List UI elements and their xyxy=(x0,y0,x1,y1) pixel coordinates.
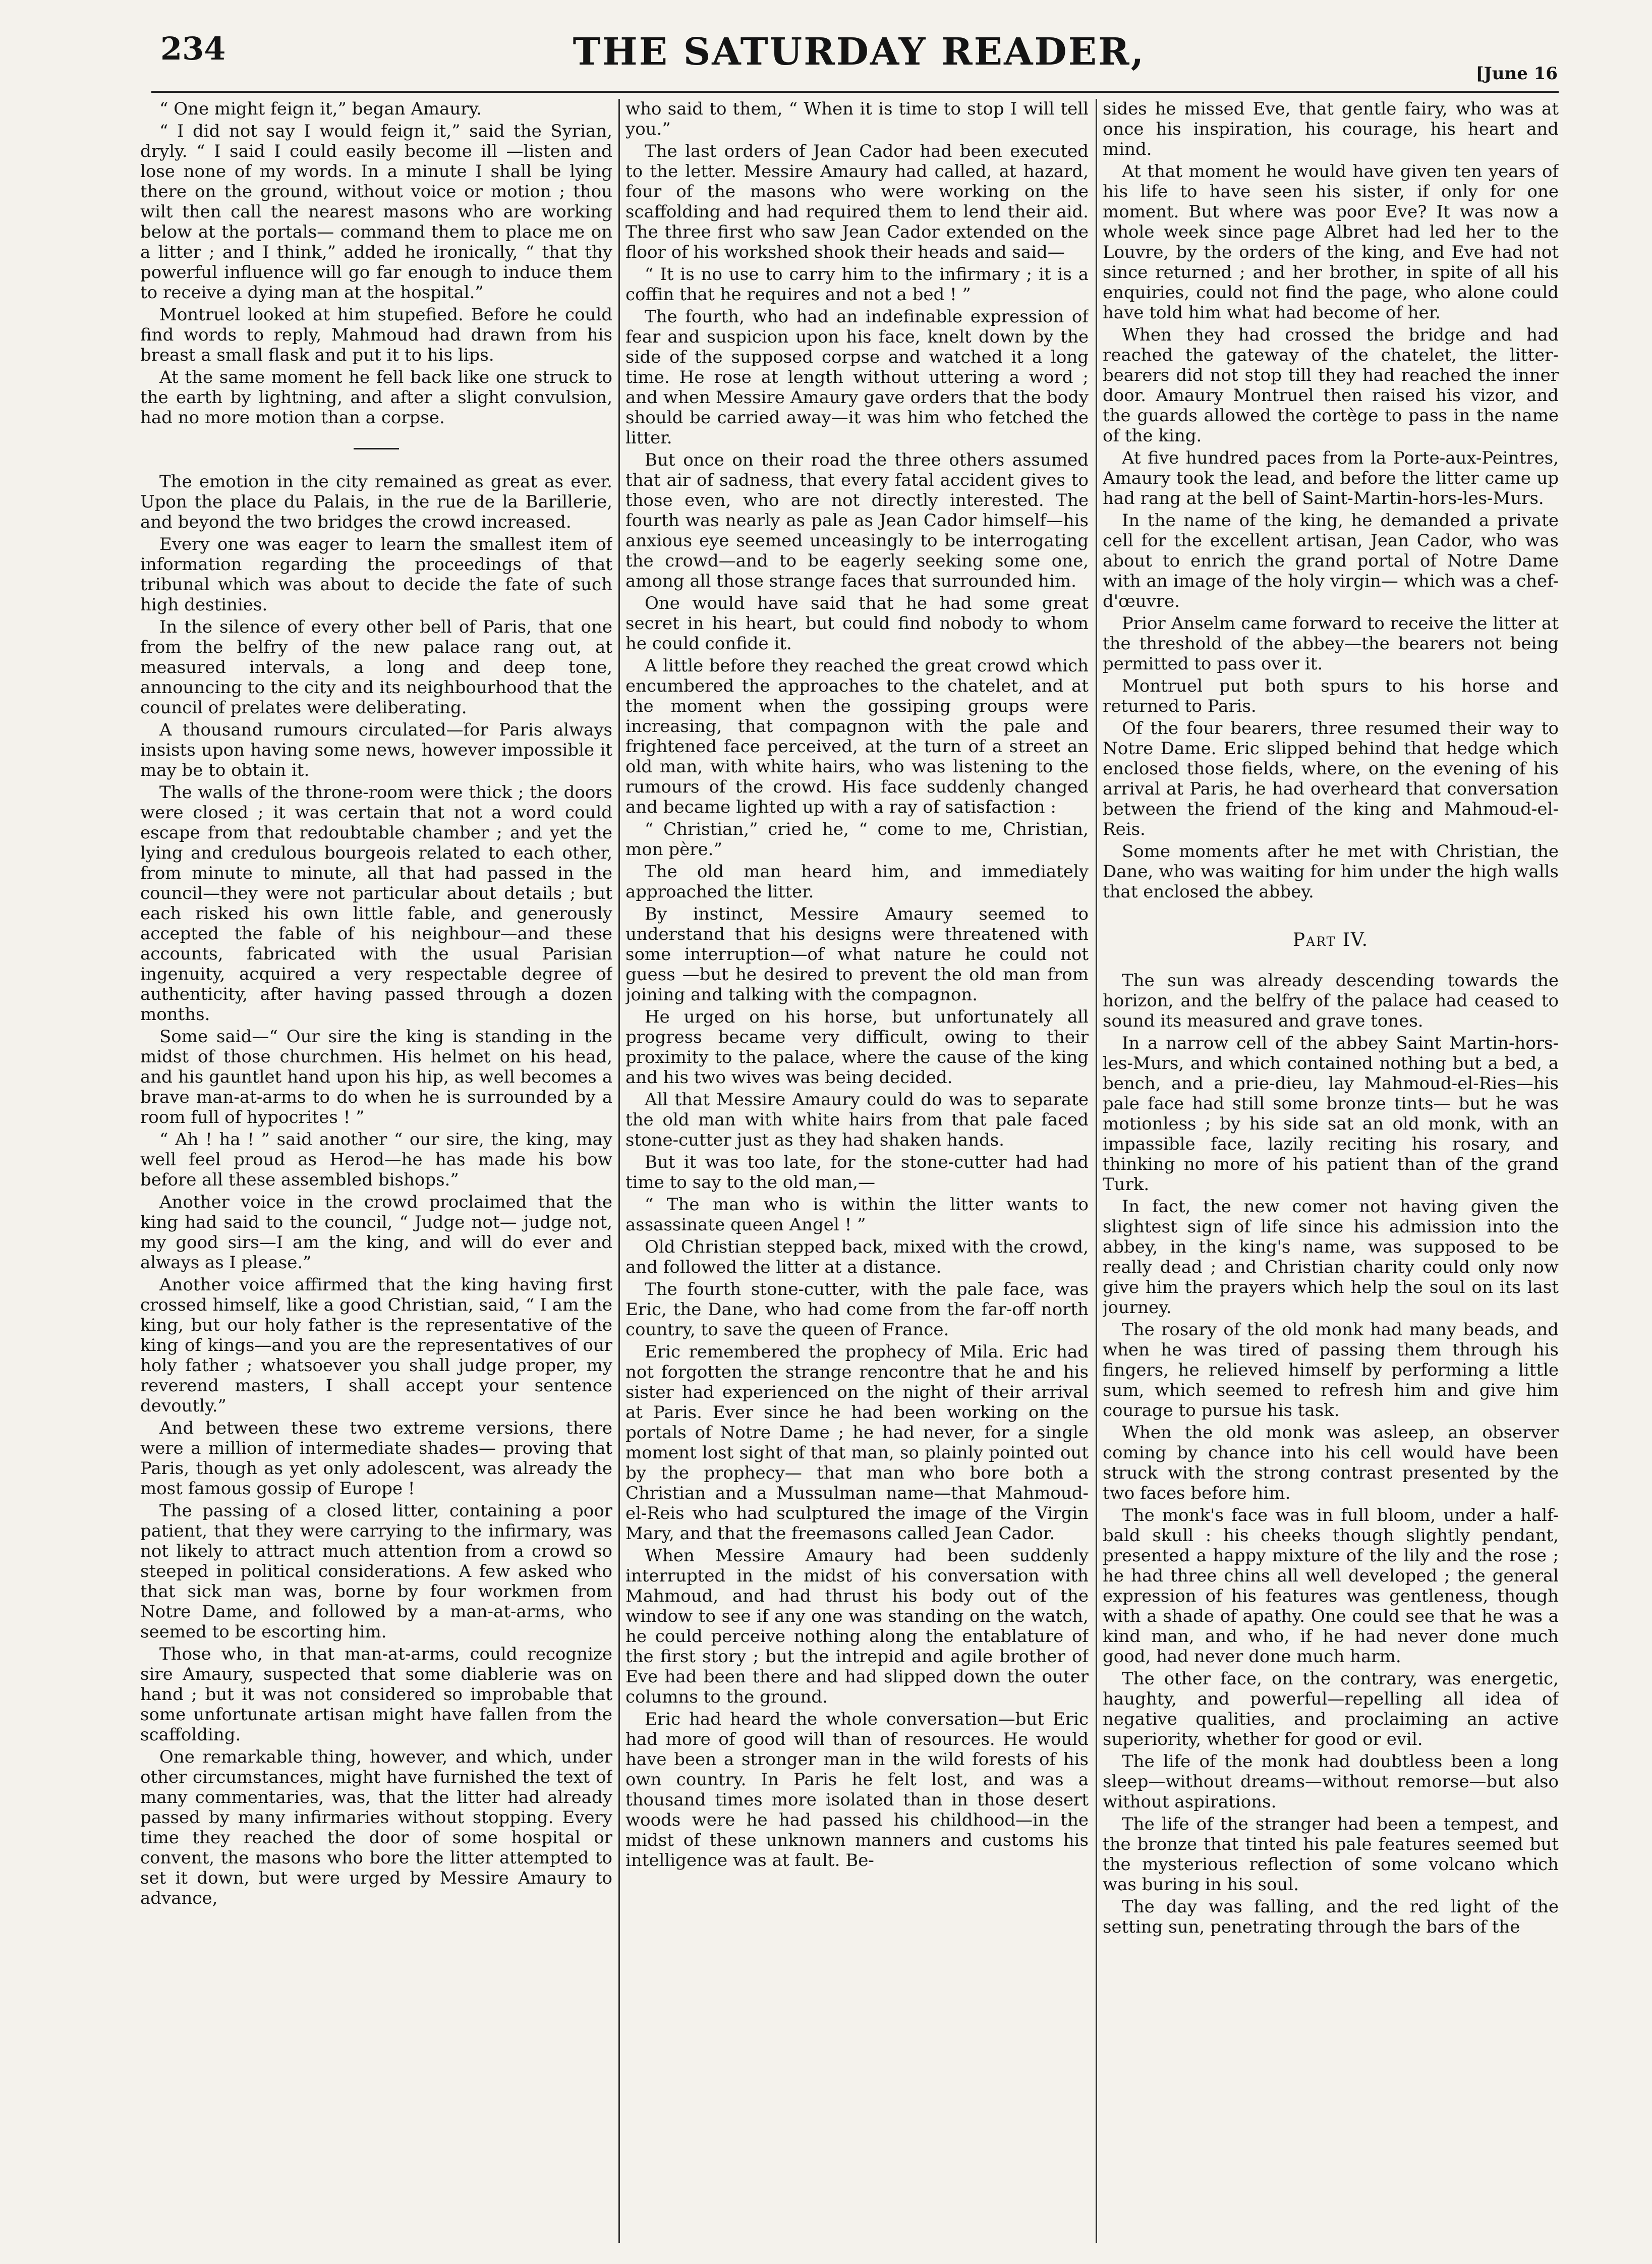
paragraph: When the old monk was asleep, an observer coming by chance into his cell would have been struck with the strong contrast presented by the two faces before him. xyxy=(1103,1423,1559,1503)
column-1 xyxy=(140,99,612,2243)
paragraph: A little before they reached the great crowd which encumbered the approaches to the chatelet, and at the moment when the gossiping groups were increasing, that compagnon with the pale and frightened face perceived, at the turn of a street an old man, with white hairs, who was listening to the rumours of the crowd. His face suddenly changed and became lighted up with a ray of satisfaction : xyxy=(625,656,1089,817)
paragraph: In fact, the new comer not having given the slightest sign of life since his admission into the abbey, in the king's name, was supposed to be really dead ; and Christian charity could only now give him the prayers which help the soul on its last journey. xyxy=(1103,1197,1559,1318)
paragraph: Another voice affirmed that the king having first crossed himself, like a good Christian, said, “ I am the king, but our holy father is the representative of the king of kings—and you are the representatives of our holy father ; whatsoever you shall judge proper, my reverend masters, I shall accept your sentence devoutly.” xyxy=(140,1275,612,1416)
paragraph: The last orders of Jean Cador had been executed to the letter. Messire Amaury had called, at hazard, four of the masons who were working on the scaffolding and had required them to lend their aid. The three first who saw Jean Cador extended on the floor of his workshed shook their heads and said— xyxy=(625,141,1089,262)
paragraph: Old Christian stepped back, mixed with the crowd, and followed the litter at a distance. xyxy=(625,1237,1089,1277)
paragraph: who said to them, “ When it is time to stop I will tell you.” xyxy=(625,99,1089,139)
paragraph: In the silence of every other bell of Paris, that one from the belfry of the new palace rang out, at measured intervals, a long and deep tone, announcing to the city and its neighbourhood that the council of prelates were deliberating. xyxy=(140,617,612,718)
paragraph: “ Christian,” cried he, “ come to me, Christian, mon père.” xyxy=(625,819,1089,860)
paragraph: Montruel looked at him stupefied. Before he could find words to reply, Mahmoud had drawn from his breast a small flask and put it to his lips. xyxy=(140,305,612,365)
paragraph: And between these two extreme versions, there were a million of intermediate shades— proving that Paris, though as yet only adolescent, was already the most famous gossip of Europe ! xyxy=(140,1418,612,1499)
paragraph: Eric remembered the prophecy of Mila. Eric had not forgotten the strange rencontre that he and his sister had experienced on the night of their arrival at Paris. Ever since he had been working on the portals of Notre Dame ; he had never, for a single moment lost sight of that man, so plainly pointed out by the prophecy— that man who bore both a Christian and a Mussulman name—that Mahmoud-el-Reis who had sculptured the image of the Virgin Mary, and that the freemasons called Jean Cador. xyxy=(625,1342,1089,1544)
paragraph: Montruel put both spurs to his horse and returned to Paris. xyxy=(1103,676,1559,716)
column-2 xyxy=(625,99,1089,2243)
paragraph: Those who, in that man-at-arms, could recognize sire Amaury, suspected that some diablerie was on hand ; but it was not considered so improbable that some unfortunate artisan might have fallen from the scaffolding. xyxy=(140,1644,612,1745)
paragraph: One would have said that he had some great secret in his heart, but could find nobody to whom he could confide it. xyxy=(625,593,1089,654)
paragraph: The walls of the throne-room were thick ; the doors were closed ; it was certain that not a word could escape from that redoubtable chamber ; and yet the lying and credulous bourgeois related to each other, from minute to minute, all that had passed in the council—they were not particular about details ; but each risked his own little fable, and generously accepted the fable of his neighbour—and these accounts, fabricated with the usual Parisian ingenuity, acquired a very respectable degree of authenticity, after having passed through a dozen months. xyxy=(140,782,612,1025)
column-3 xyxy=(1103,99,1559,2243)
paragraph: He urged on his horse, but unfortunately all progress became very difficult, owing to their proximity to the palace, where the cause of the king and his two wives was being decided. xyxy=(625,1007,1089,1088)
paragraph: When they had crossed the bridge and had reached the gateway of the chatelet, the litter-bearers did not stop till they had reached the inner door. Amaury Montruel then raised his vizor, and the guards allowed the cortège to pass in the name of the king. xyxy=(1103,325,1559,446)
paragraph: The other face, on the contrary, was energetic, haughty, and powerful—repelling all idea of negative qualities, and proclaiming an active superiority, whether for good or evil. xyxy=(1103,1669,1559,1749)
paragraph: “ One might feign it,” began Amaury. xyxy=(159,99,482,119)
paragraph: By instinct, Messire Amaury seemed to understand that his designs were threatened with some interruption—of what nature he could not guess —but he desired to prevent the old man from joining and talking with the compagnon. xyxy=(625,904,1089,1005)
paragraph: When Messire Amaury had been suddenly interrupted in the midst of his conversation with Mahmoud, and had thrust his body out of the window to see if any one was standing on the watch, he could perceive nothing along the entablature of the first story ; but the intrepid and agile brother of Eve had been there and had slipped down the outer columns to the ground. xyxy=(625,1546,1089,1707)
paragraph: “ The man who is within the litter wants to assassinate queen Angel ! ” xyxy=(625,1195,1089,1235)
paragraph: The rosary of the old monk had many beads, and when he was tired of passing them through his fingers, he relieved himself by performing a little sum, which seemed to refresh him and give him courage to pursue his task. xyxy=(1103,1320,1559,1421)
paragraph: “ Ah ! ha ! ” said another “ our sire, the king, may well feel proud as Herod—he has made his bow before all these assembled bishops.” xyxy=(140,1129,612,1190)
article-body xyxy=(140,99,1559,2243)
paragraph: The passing of a closed litter, containing a poor patient, that they were carrying to the infirmary, was not likely to attract much attention from a crowd so steeped in political considerations. A few asked who that sick man was, borne by four workmen from Notre Dame, and followed by a man-at-arms, who seemed to be escorting him. xyxy=(140,1501,612,1642)
paragraph: The fourth, who had an indefinable expression of fear and suspicion upon his face, knelt down by the side of the supposed corpse and watched it a long time. He rose at length without uttering a word ; and when Messire Amaury gave orders that the body should be carried away—it was him who fetched the litter. xyxy=(625,307,1089,448)
paragraph: Prior Anselm came forward to receive the litter at the threshold of the abbey—the bearers not being permitted to pass over it. xyxy=(1103,613,1559,674)
paragraph: In a narrow cell of the abbey Saint Martin-hors-les-Murs, and which contained nothing but a bed, a bench, and a prie-dieu, lay Mahmoud-el-Ries—his pale face had still some bronze tints— but he was motionless ; by his side sat an old monk, with an impassible face, lazily reciting his rosary, and thinking no more of his patient than of the grand Turk. xyxy=(1103,1033,1559,1195)
paragraph: sides he missed Eve, that gentle fairy, who was at once his inspiration, his courage, his heart and mind. xyxy=(1103,99,1559,159)
page-header xyxy=(160,25,1558,96)
paragraph: One remarkable thing, however, and which, under other circumstances, might have furnished the text of many commentaries, was, that the litter had already passed by many infirmaries without stopping. Every time they reached the door of some hospital or convent, the masons who bore the litter attempted to set it down, but were urged by Messire Amaury to advance, xyxy=(140,1747,612,1908)
paragraph: But once on their road the three others assumed that air of sadness, that every fatal accident gives to those even, who are not directly interested. The fourth was nearly as pale as Jean Cador himself—his anxious eye seemed unceasingly to be interrogating the crowd—and to be eagerly seeking some one, among all those strange faces that surrounded him. xyxy=(625,450,1089,591)
section-divider xyxy=(354,448,399,449)
page-number: 234 xyxy=(160,30,226,67)
masthead-title: THE SATURDAY READER, xyxy=(573,30,1146,74)
paragraph: The sun was already descending towards the horizon, and the belfry of the palace had ceased to sound its measured and grave tones. xyxy=(1103,971,1559,1031)
paragraph: The life of the monk had doubtless been a long sleep—without dreams—without remorse—but also without aspirations. xyxy=(1103,1751,1559,1812)
paragraph: “ It is no use to carry him to the infirmary ; it is a coffin that he requires and not a bed ! ” xyxy=(625,264,1089,305)
header-rule xyxy=(151,91,1559,93)
paragraph: Eric had heard the whole conversation—but Eric had more of good will than of resources. He would have been a stronger man in the wild forests of his own country. In Paris he felt lost, and was a thousand times more isolated than in those desert woods were he had passed his childhood—in the midst of these unknown manners and customs his intelligence was at fault. Be- xyxy=(625,1709,1089,1871)
section-heading: Part IV. xyxy=(1292,930,1369,950)
paragraph: The old man heard him, and immediately approached the litter. xyxy=(625,862,1089,902)
paragraph: The day was falling, and the red light of the setting sun, penetrating through the bars of the xyxy=(1103,1897,1559,1937)
paragraph: Every one was eager to learn the smallest item of information regarding the proceedings of that tribunal which was about to decide the fate of such high destinies. xyxy=(140,534,612,615)
paragraph: But it was too late, for the stone-cutter had had time to say to the old man,— xyxy=(625,1152,1089,1193)
paragraph: All that Messire Amaury could do was to separate the old man with white hairs from that pale faced stone-cutter just as they had shaken hands. xyxy=(625,1090,1089,1150)
paragraph: The fourth stone-cutter, with the pale face, was Eric, the Dane, who had come from the far-off north country, to save the queen of France. xyxy=(625,1279,1089,1340)
paragraph: At that moment he would have given ten years of his life to have seen his sister, if only for one moment. But where was poor Eve? It was now a whole week since page Albret had led her to the Louvre, by the orders of the king, and Eve had not since returned ; and her brother, in spite of all his enquiries, could not find the page, who alone could have told him what had become of her. xyxy=(1103,161,1559,323)
issue-date: [June 16 xyxy=(1475,64,1558,84)
paragraph: At five hundred paces from la Porte-aux-Peintres, Amaury took the lead, and before the litter came up had rang at the bell of Saint-Martin-hors-les-Murs. xyxy=(1103,448,1559,508)
paragraph: The life of the stranger had been a tempest, and the bronze that tinted his pale features seemed but the mysterious reflection of some volcano which was buring in his soul. xyxy=(1103,1814,1559,1895)
paragraph: Some said—“ Our sire the king is standing in the midst of those churchmen. His helmet on his head, and his gauntlet hand upon his hip, as well becomes a brave man-at-arms to do when he is surrounded by a room full of hypocrites ! ” xyxy=(140,1027,612,1127)
paragraph: At the same moment he fell back like one struck to the earth by lightning, and after a slight convulsion, had no more motion than a corpse. xyxy=(140,367,612,428)
paragraph: Another voice in the crowd proclaimed that the king had said to the council, “ Judge not— judge not, my good sirs—I am the king, and will do ever and always as I please.” xyxy=(140,1192,612,1273)
paragraph: Some moments after he met with Christian, the Dane, who was waiting for him under the high walls that enclosed the abbey. xyxy=(1103,841,1559,902)
paragraph: In the name of the king, he demanded a private cell for the excellent artisan, Jean Cador, who was about to enrich the grand portal of Notre Dame with an image of the holy virgin— which was a chef-d'œuvre. xyxy=(1103,511,1559,611)
paragraph: A thousand rumours circulated—for Paris always insists upon having some news, however impossible it may be to obtain it. xyxy=(140,720,612,780)
paragraph: The emotion in the city remained as great as ever. Upon the place du Palais, in the rue de la Barillerie, and beyond the two bridges the crowd increased. xyxy=(140,472,612,532)
paragraph: The monk's face was in full bloom, under a half-bald skull : his cheeks though slightly pendant, presented a happy mixture of the lily and the rose ; he had three chins all well developed ; the general expression of his features was gentleness, though with a shade of apathy. One could see that he was a kind man, and who, if he had never done much good, had never done much harm. xyxy=(1103,1505,1559,1667)
paragraph: Of the four bearers, three resumed their way to Notre Dame. Eric slipped behind that hedge which enclosed those fields, where, on the evening of his arrival at Paris, he had overheard that conversation between the friend of the king and Mahmoud-el-Reis. xyxy=(1103,718,1559,839)
paragraph: “ I did not say I would feign it,” said the Syrian, dryly. “ I said I could easily become ill —listen and lose none of my words. In a minute I shall be lying there on the ground, without voice or motion ; thou wilt then call the nearest masons who are working below at the portals— command them to place me on a litter ; and I think,” added he ironically, “ that thy powerful influence will go far enough to induce them to receive a dying man at the hospital.” xyxy=(140,121,612,303)
